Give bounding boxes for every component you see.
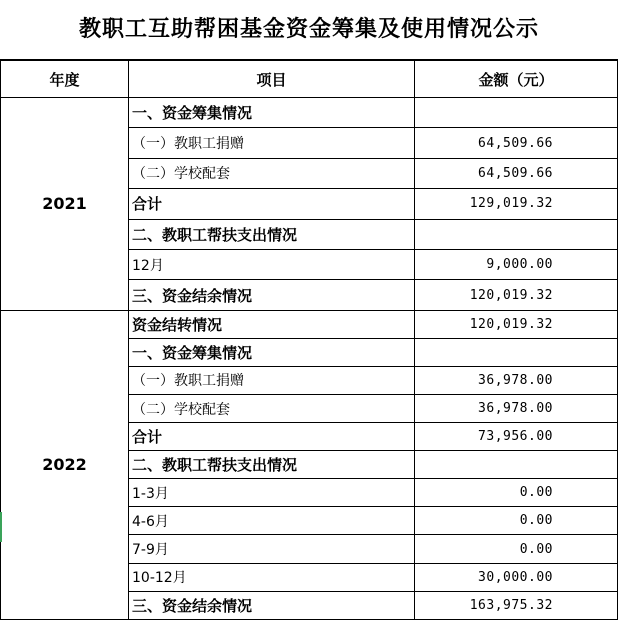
item-cell: 二、教职工帮扶支出情况 [129,219,415,249]
header-year: 年度 [1,61,129,98]
item-cell: （一）教职工捐赠 [129,366,415,394]
item-cell: 二、教职工帮扶支出情况 [129,451,415,479]
item-cell: 一、资金筹集情况 [129,98,415,128]
amount-cell: 64,509.66 [415,128,618,158]
amount-cell: 73,956.00 [415,423,618,451]
edge-marker [0,512,2,542]
amount-cell [415,451,618,479]
item-cell: 合计 [129,423,415,451]
table-row [1,310,618,338]
item-cell: 12月 [129,249,415,279]
fund-table [0,60,618,620]
amount-cell: 163,975.32 [415,591,618,619]
item-cell: 三、资金结余情况 [129,280,415,310]
amount-cell: 0.00 [415,479,618,507]
amount-cell [415,338,618,366]
year-cell: 2022 [1,310,129,619]
item-cell: （二）学校配套 [129,395,415,423]
item-cell: 7-9月 [129,535,415,563]
amount-cell: 120,019.32 [415,280,618,310]
header-row [1,61,618,98]
amount-cell: 0.00 [415,535,618,563]
amount-cell: 120,019.32 [415,310,618,338]
item-cell: 资金结转情况 [129,310,415,338]
item-cell: 1-3月 [129,479,415,507]
item-cell: 一、资金筹集情况 [129,338,415,366]
table-row [1,98,618,128]
amount-cell: 30,000.00 [415,563,618,591]
amount-cell: 36,978.00 [415,395,618,423]
amount-cell [415,219,618,249]
amount-cell: 36,978.00 [415,366,618,394]
item-cell: （一）教职工捐赠 [129,128,415,158]
amount-cell: 0.00 [415,507,618,535]
amount-cell: 64,509.66 [415,158,618,188]
amount-cell: 129,019.32 [415,189,618,219]
item-cell: 4-6月 [129,507,415,535]
item-cell: 合计 [129,189,415,219]
amount-cell: 9,000.00 [415,249,618,279]
page-title: 教职工互助帮困基金资金筹集及使用情况公示 [0,0,618,60]
header-item: 项目 [129,61,415,98]
item-cell: 三、资金结余情况 [129,591,415,619]
year-cell: 2021 [1,98,129,311]
item-cell: 10-12月 [129,563,415,591]
amount-cell [415,98,618,128]
item-cell: （二）学校配套 [129,158,415,188]
header-amount: 金额（元） [415,61,618,98]
